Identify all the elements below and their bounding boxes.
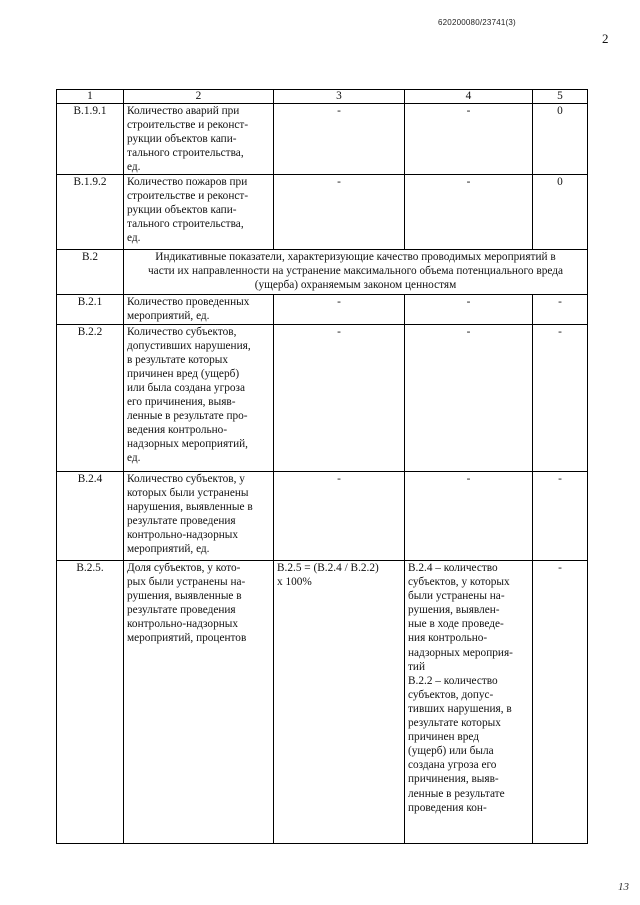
indicator-code: B.2.4 [57, 472, 124, 561]
value-cell: - [533, 472, 588, 561]
name-line: Количество субъектов, у [127, 473, 245, 485]
indicator-code: B.2.5. [57, 561, 124, 844]
name-line: Количество субъектов, [127, 326, 237, 338]
name-line: причинен вред (ущерб) [127, 368, 240, 380]
name-line: результате проведения [127, 515, 236, 527]
section-title [124, 250, 588, 295]
table-row [57, 175, 588, 250]
name-line: ведения контрольно- [127, 424, 228, 436]
name-line: или была создана угроза [127, 382, 245, 394]
description-line: причинен вред [408, 731, 479, 744]
description-line: причинения, выяв- [408, 773, 499, 786]
indicator-name [124, 104, 274, 175]
header-col-3: 3 [274, 90, 405, 104]
header-col-5: 5 [533, 90, 588, 104]
description-line: результате которых [408, 717, 501, 730]
description-line: ленные в результате [408, 787, 505, 800]
section-line: Индикативные показатели, характеризующие качество проводимых мероприятий в [155, 251, 556, 263]
description-cell: - [405, 472, 533, 561]
description-cell: - [405, 175, 533, 250]
table-row [57, 295, 588, 325]
table-row [57, 472, 588, 561]
formula-cell: - [274, 472, 405, 561]
name-line: Количество проведенных [127, 296, 250, 308]
name-line: строительстве и реконст- [127, 190, 249, 202]
description-line: B.2.2 – количество [408, 674, 498, 687]
name-line: допустивших нарушения, [127, 340, 251, 352]
description-line: (ущерб) или была [408, 745, 494, 758]
value-cell: - [533, 561, 588, 844]
description-line: рушения, выявлен- [408, 604, 500, 617]
description-line: тивших нарушения, в [408, 702, 512, 715]
indicator-name [124, 472, 274, 561]
table-header-row [57, 90, 588, 104]
description-line: ные в ходе проведе- [408, 618, 504, 631]
formula-cell: - [274, 175, 405, 250]
description-line: были устранены на- [408, 590, 505, 603]
name-line: строительстве и реконст- [127, 119, 249, 131]
header-col-1: 1 [57, 90, 124, 104]
formula-cell: - [274, 104, 405, 175]
description-cell [405, 561, 533, 844]
indicator-name [124, 325, 274, 472]
indicator-code: B.2 [57, 250, 124, 295]
name-line: ед. [127, 161, 141, 173]
description-line: тий [408, 660, 426, 673]
name-line: контрольно-надзорных [127, 529, 238, 541]
name-line: результате проведения [127, 604, 236, 616]
table-row [57, 104, 588, 175]
name-line: ед. [127, 232, 141, 244]
name-line: Количество пожаров при [127, 176, 248, 188]
name-line: тального строительства, [127, 147, 244, 159]
name-line: Количество аварий при [127, 105, 240, 117]
section-row [57, 250, 588, 295]
table-row [57, 561, 588, 844]
table-row [57, 325, 588, 472]
description-line: субъектов, у которых [408, 576, 510, 589]
indicator-name [124, 295, 274, 325]
section-line: части их направленности на устранение максимального объема потенциального вреда [148, 265, 563, 277]
header-col-2: 2 [124, 90, 274, 104]
description-line: субъектов, допус- [408, 688, 494, 701]
indicator-code: B.2.2 [57, 325, 124, 472]
name-line: тального строительства, [127, 218, 244, 230]
name-line: рушения, выявленные в [127, 590, 242, 602]
name-line: в результате которых [127, 354, 229, 366]
name-line: мероприятий, ед. [127, 310, 210, 322]
description-cell: - [405, 104, 533, 175]
description-cell: - [405, 295, 533, 325]
name-line: рукции объектов капи- [127, 133, 237, 145]
indicator-name [124, 175, 274, 250]
indicators-table [56, 89, 588, 844]
formula-cell: - [274, 325, 405, 472]
page-number: 2 [602, 31, 609, 46]
value-cell: 0 [533, 104, 588, 175]
description-line: создана угроза его [408, 759, 497, 772]
name-line: которых были устранены [127, 487, 249, 499]
formula-cell: - [274, 295, 405, 325]
name-line: контрольно-надзорных [127, 618, 238, 630]
value-cell: - [533, 295, 588, 325]
formula-line: x 100% [277, 576, 312, 588]
description-line: проведения кон- [408, 801, 487, 814]
description-line: ния контрольно- [408, 632, 488, 645]
indicator-code: B.1.9.2 [57, 175, 124, 250]
header-col-4: 4 [405, 90, 533, 104]
name-line: рых были устранены на- [127, 576, 246, 588]
name-line: рукции объектов капи- [127, 204, 237, 216]
description-line: B.2.4 – количество [408, 562, 498, 574]
section-line: (ущерба) охраняемым законом ценностям [254, 279, 457, 291]
name-line: ед. [127, 452, 141, 464]
name-line: нарушения, выявленные в [127, 501, 253, 513]
name-line: мероприятий, процентов [127, 632, 247, 644]
value-cell: 0 [533, 175, 588, 250]
formula-cell [274, 561, 405, 844]
description-cell: - [405, 325, 533, 472]
name-line: надзорных мероприятий, [127, 438, 248, 450]
indicator-code: B.2.1 [57, 295, 124, 325]
description-line: надзорных мероприя- [408, 646, 513, 659]
name-line: его причинения, выяв- [127, 396, 236, 408]
formula-line: B.2.5 = (B.2.4 / B.2.2) [277, 562, 379, 574]
indicator-code: B.1.9.1 [57, 104, 124, 175]
name-line: Доля субъектов, у кото- [127, 562, 241, 574]
handwritten-mark: 13 [618, 881, 629, 893]
value-cell: - [533, 325, 588, 472]
document-id: 620200080/23741(3) [438, 18, 516, 27]
name-line: ленные в результате про- [127, 410, 248, 422]
indicator-name [124, 561, 274, 844]
name-line: мероприятий, ед. [127, 543, 210, 555]
